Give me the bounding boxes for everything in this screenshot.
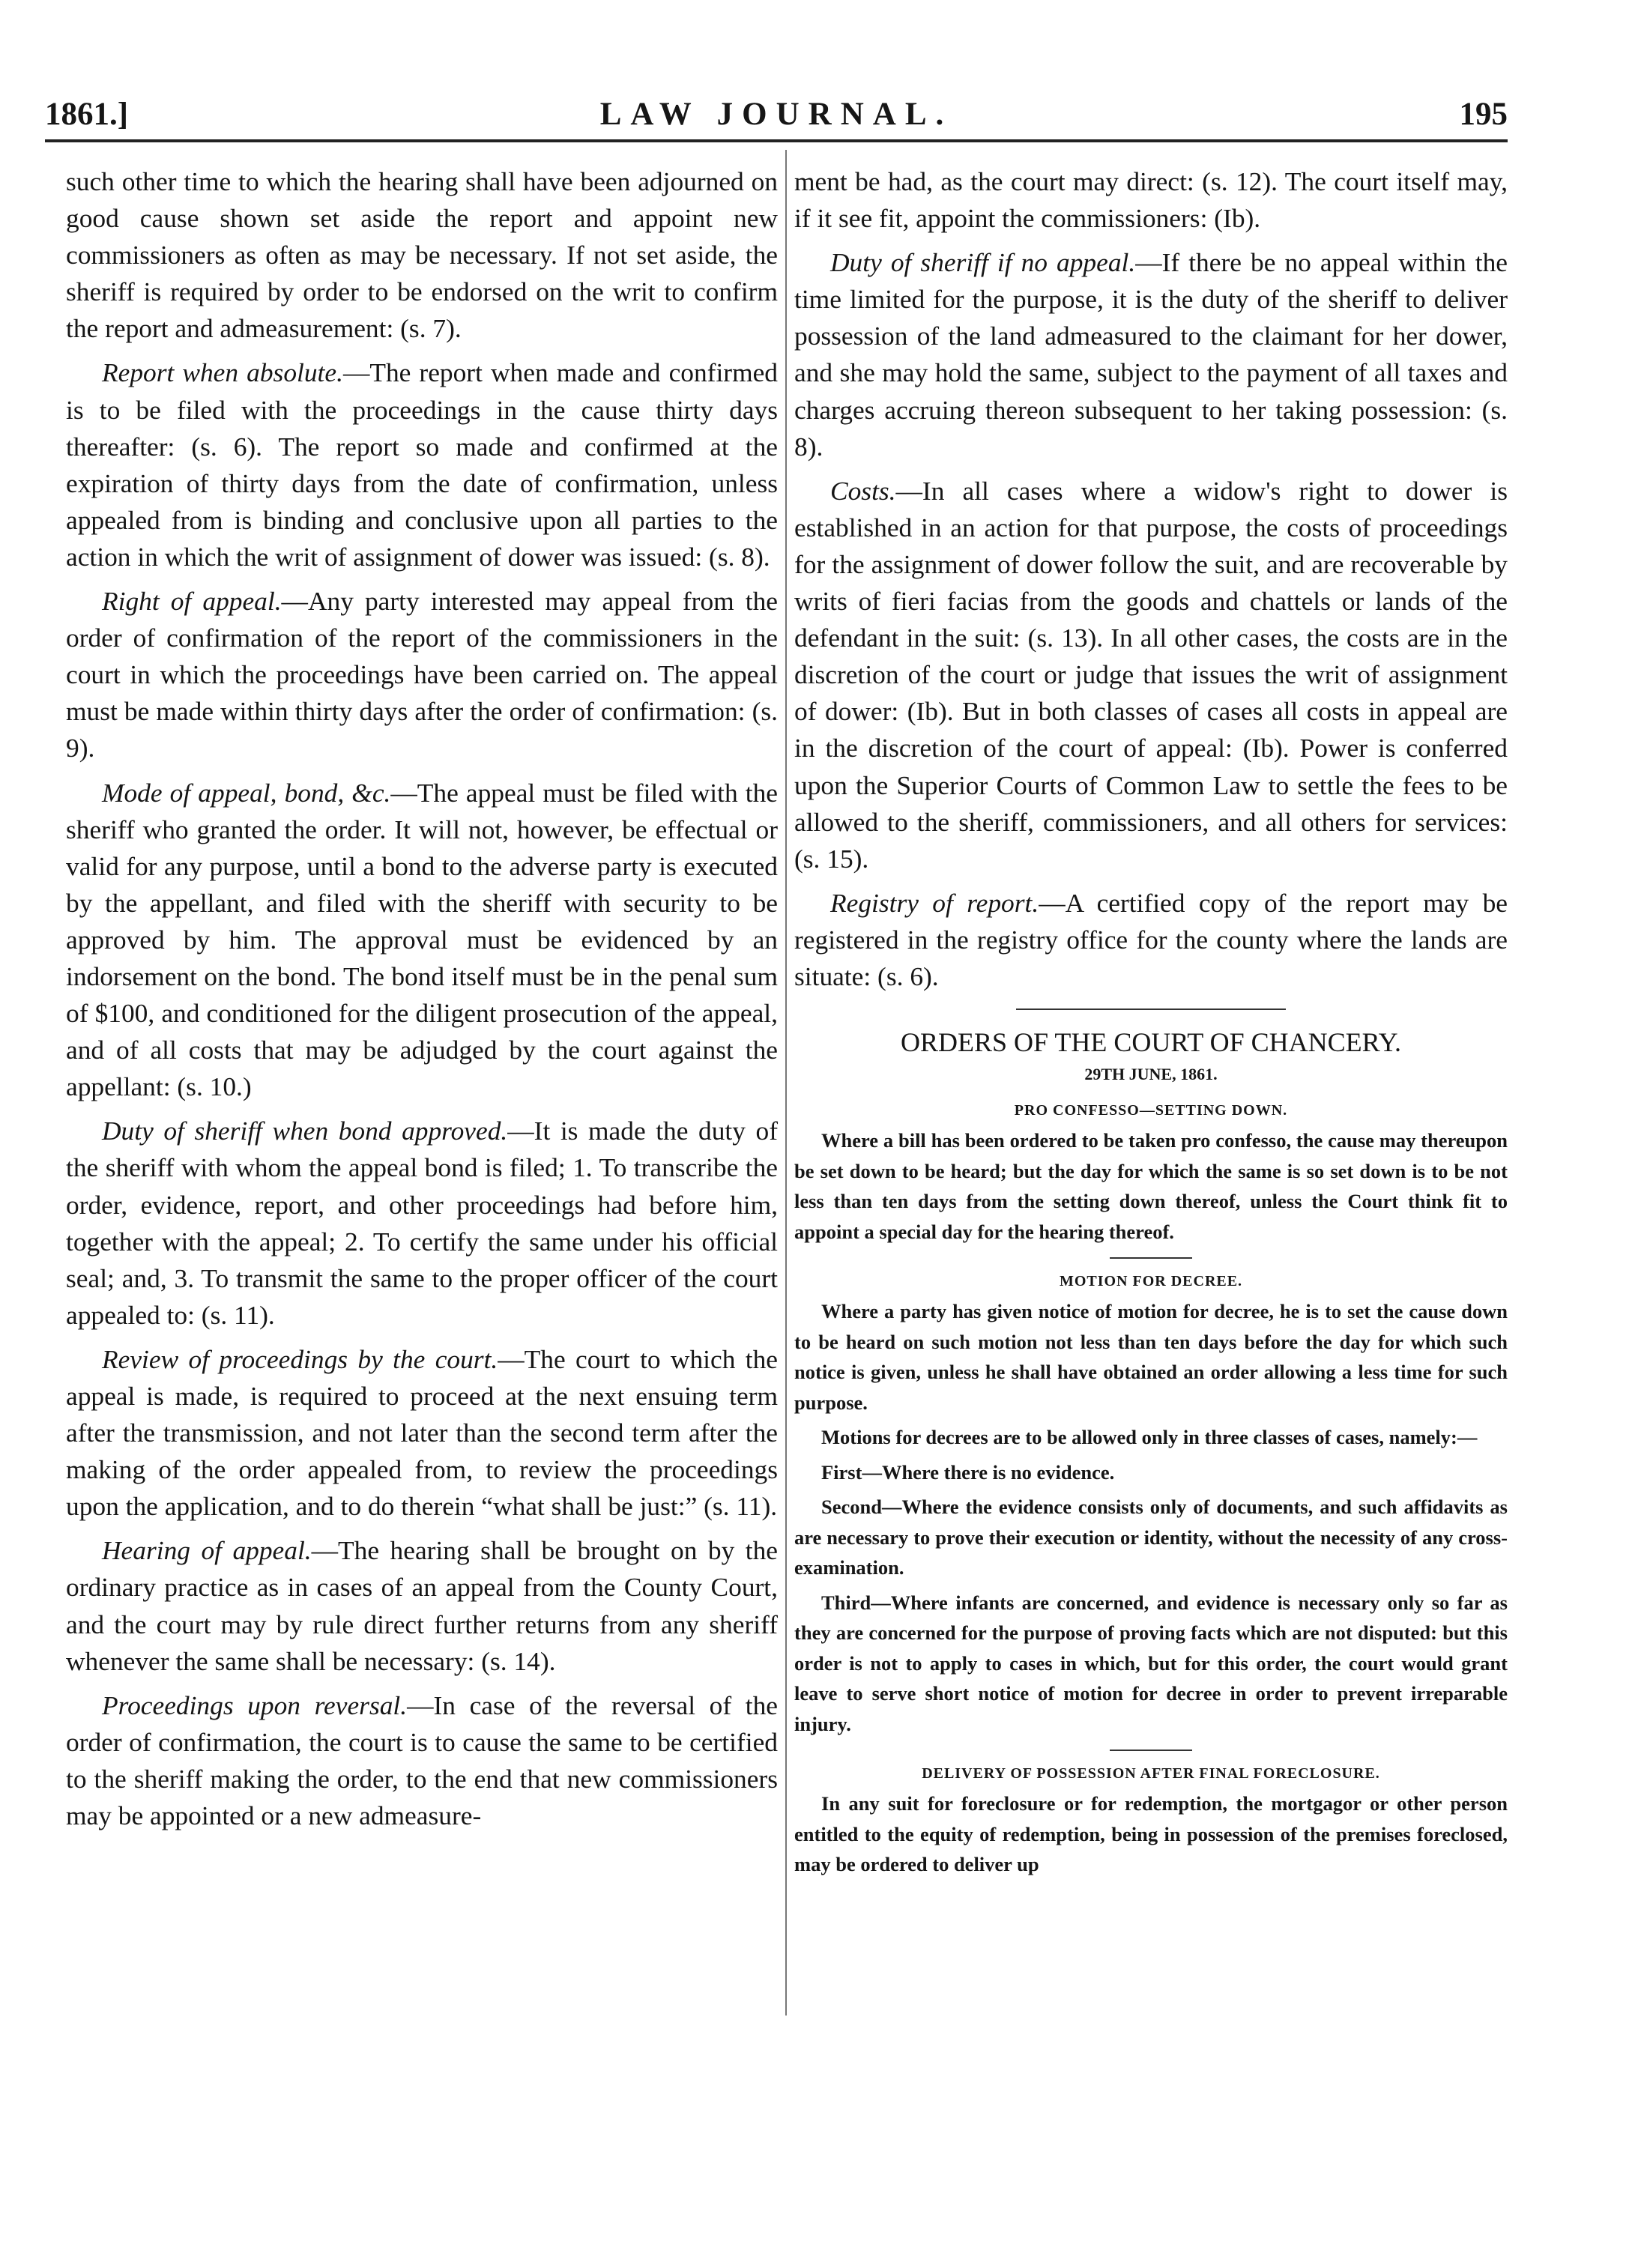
paragraph: Proceedings upon reversal.—In case of the reversal of the order of confirmation, the court is to cause the same to be certified to the sheriff making the order, to the end that new commissioners may be appointed or a new admeasure- [66,1690,778,1831]
paragraph: Where a party has given notice of motion for decree, he is to set the cause down to be heard on such motion not less than ten days before the day for which such notice is given, unless he shall have obtained an order allowing a less time for such purpose. [794,1300,1508,1414]
section-heading: Duty of sheriff when bond approved. [102,1116,508,1146]
left-column [66,163,778,1842]
section-heading: Registry of report. [830,887,1039,918]
header-year: 1861.] [45,97,129,132]
section-heading: Report when absolute. [102,357,343,388]
section-heading: Right of appeal. [102,586,282,617]
paragraph: Hearing of appeal.—The hearing shall be brought on by the ordinary practice as in cases of an appeal from the County Court, and the court may by rule direct further returns from any sheriff whenever the same shall be necessary: (s. 14). [66,1535,778,1676]
running-header [45,96,1508,139]
paragraph: In any suit for foreclosure or for redemption, the mortgagor or other person entitled to the equity of redemption, being in possession of the premises foreclosed, may be ordered to deliver up [794,1792,1508,1876]
header-page-number: 195 [1459,97,1508,132]
paragraph: Duty of sheriff when bond approved.—It is made the duty of the sheriff with whom the appeal bond is filed; 1. To transcribe the order, evidence, report, and other proceedings had before him, together with the appeal; 2. To certify the same under his official seal; and, 3. To transmit the same to the proper officer of the court appealed to: (s. 11). [66,1116,778,1330]
section-heading: Duty of sheriff if no appeal. [830,247,1136,278]
header-journal-title: LAW JOURNAL. [599,97,953,132]
orders-date: 29TH JUNE, 1861. [1084,1065,1218,1084]
section-rule [1016,1008,1286,1010]
order-heading-pro-confesso: PRO CONFESSO—SETTING DOWN. [1014,1102,1288,1119]
paragraph: Duty of sheriff if no appeal.—If there be no appeal within the time limited for the purpose, it is the duty of the sheriff to deliver possession of the land admeasured to the claimant for her dower, and she may hold the same, subject to the payment of all taxes and charges accruing thereon subsequent to her taking possession: (s. 8). [794,247,1508,462]
paragraph: Motions for decrees are to be allowed only in three classes of cases, namely:— [821,1426,1478,1449]
paragraph: Report when absolute.—The report when made and confirmed is to be filed with the proceedings in the cause thirty days thereafter: (s. 6). The report so made and confirmed at the expiration of thirty days from the date of confirmation, unless appealed from is binding and conclusive upon all parties to the action in which the writ of assignment of dower was issued: (s. 8). [66,357,779,572]
paragraph: Review of proceedings by the court.—The court to which the appeal is made, is required to proceed at the next ensuing term after the transmission, and not later than the second term after the making of the order appealed from, to review the proceedings upon the application, and to do therein “what shall be just:” (s. 11). [66,1343,778,1522]
paragraph: Registry of report.—A certified copy of the report may be registered in the registry office for the county where the lands are situate: (s. 6). [794,887,1508,991]
paragraph: Third—Where infants are concerned, and evidence is necessary only so far as they are concerned for the purpose of proving facts which are not disputed: but this order is not to apply to cases in which, but for this order, the court would grant leave to serve short notice of motion for decree in order to prevent irreparable injury. [794,1591,1508,1735]
paragraph: Mode of appeal, bond, &c.—The appeal must be filed with the sheriff who granted the order. It will not, however, be effectual or valid for any purpose, until a bond to the adverse party is executed by the appellant, and filed with the sheriff with security to be approved by him. The approval must be evidenced by an indorsement on the bond. The bond itself must be in the penal sum of $100, and conditioned for the diligent prosecution of the appeal, and of all costs that may be adjudged by the court against the appellant: (s. 10.) [66,777,778,1102]
paragraph: Costs.—In all cases where a widow's right to dower is established in an action for that purpose, the costs of proceedings for the assignment of dower follow the suit, and are recoverable by writs of fieri facias from the goods and chattels or lands of the defendant in the suit: (s. 13). In all other cases, the costs are in the discretion of the court or judge that issues the writ of assignment of dower: (Ib). But in both classes of cases all costs in appeal are in the discretion of the court of appeal: (Ib). Power is conferred upon the Superior Courts of Common Law to settle the fees to be allowed to the sheriff, commissioners, and all others for services: (s. 15). [794,475,1508,874]
paragraph: First—Where there is no evidence. [821,1460,1115,1484]
paragraph: Second—Where the evidence consists only of documents, and such affidavits as are necessary to prove their execution or identity, without the necessity of any cross-examination. [794,1496,1508,1579]
paragraph: ment be had, as the court may direct: (s. 12). The court itself may, if it see fit, appoint the commissioners: (Ib). [794,166,1508,234]
column-divider [785,150,787,2016]
section-heading: Proceedings upon reversal. [102,1690,408,1720]
right-column [794,163,1508,1884]
paragraph: such other time to which the hearing shall have been adjourned on good cause shown set aside the report and appoint new commissioners as often as may be necessary. If not set aside, the sheriff is required by order to be endorsed on the writ to confirm the report and admeasurement: (s. 7). [66,166,778,344]
section-heading: Mode of appeal, bond, &c. [102,777,391,808]
order-heading-delivery-of-possession: DELIVERY OF POSSESSION AFTER FINAL FORECLOSURE. [922,1765,1380,1782]
section-rule [1110,1257,1192,1259]
orders-title: ORDERS OF THE COURT OF CHANCERY. [901,1027,1401,1058]
section-heading: Hearing of appeal. [102,1535,312,1566]
section-heading: Costs. [830,475,896,506]
order-heading-motion-for-decree: MOTION FOR DECREE. [1059,1273,1243,1290]
section-heading: Review of proceedings by the court. [102,1343,498,1374]
paragraph: Right of appeal.—Any party interested may appeal from the order of confirmation of the report of the commissioners in the court in which the proceedings have been carried on. The appeal must be made within thirty days after the order of confirmation: (s. 9). [66,586,778,763]
header-rule [45,139,1508,142]
paragraph: Where a bill has been ordered to be taken pro confesso, the cause may thereupon be set down to be heard; but the day for which the same is so set down is to be not less than ten days from the setting down thereof, unless the Court think fit to appoint a special day for the hearing thereof. [794,1129,1508,1243]
section-rule [1110,1750,1192,1751]
